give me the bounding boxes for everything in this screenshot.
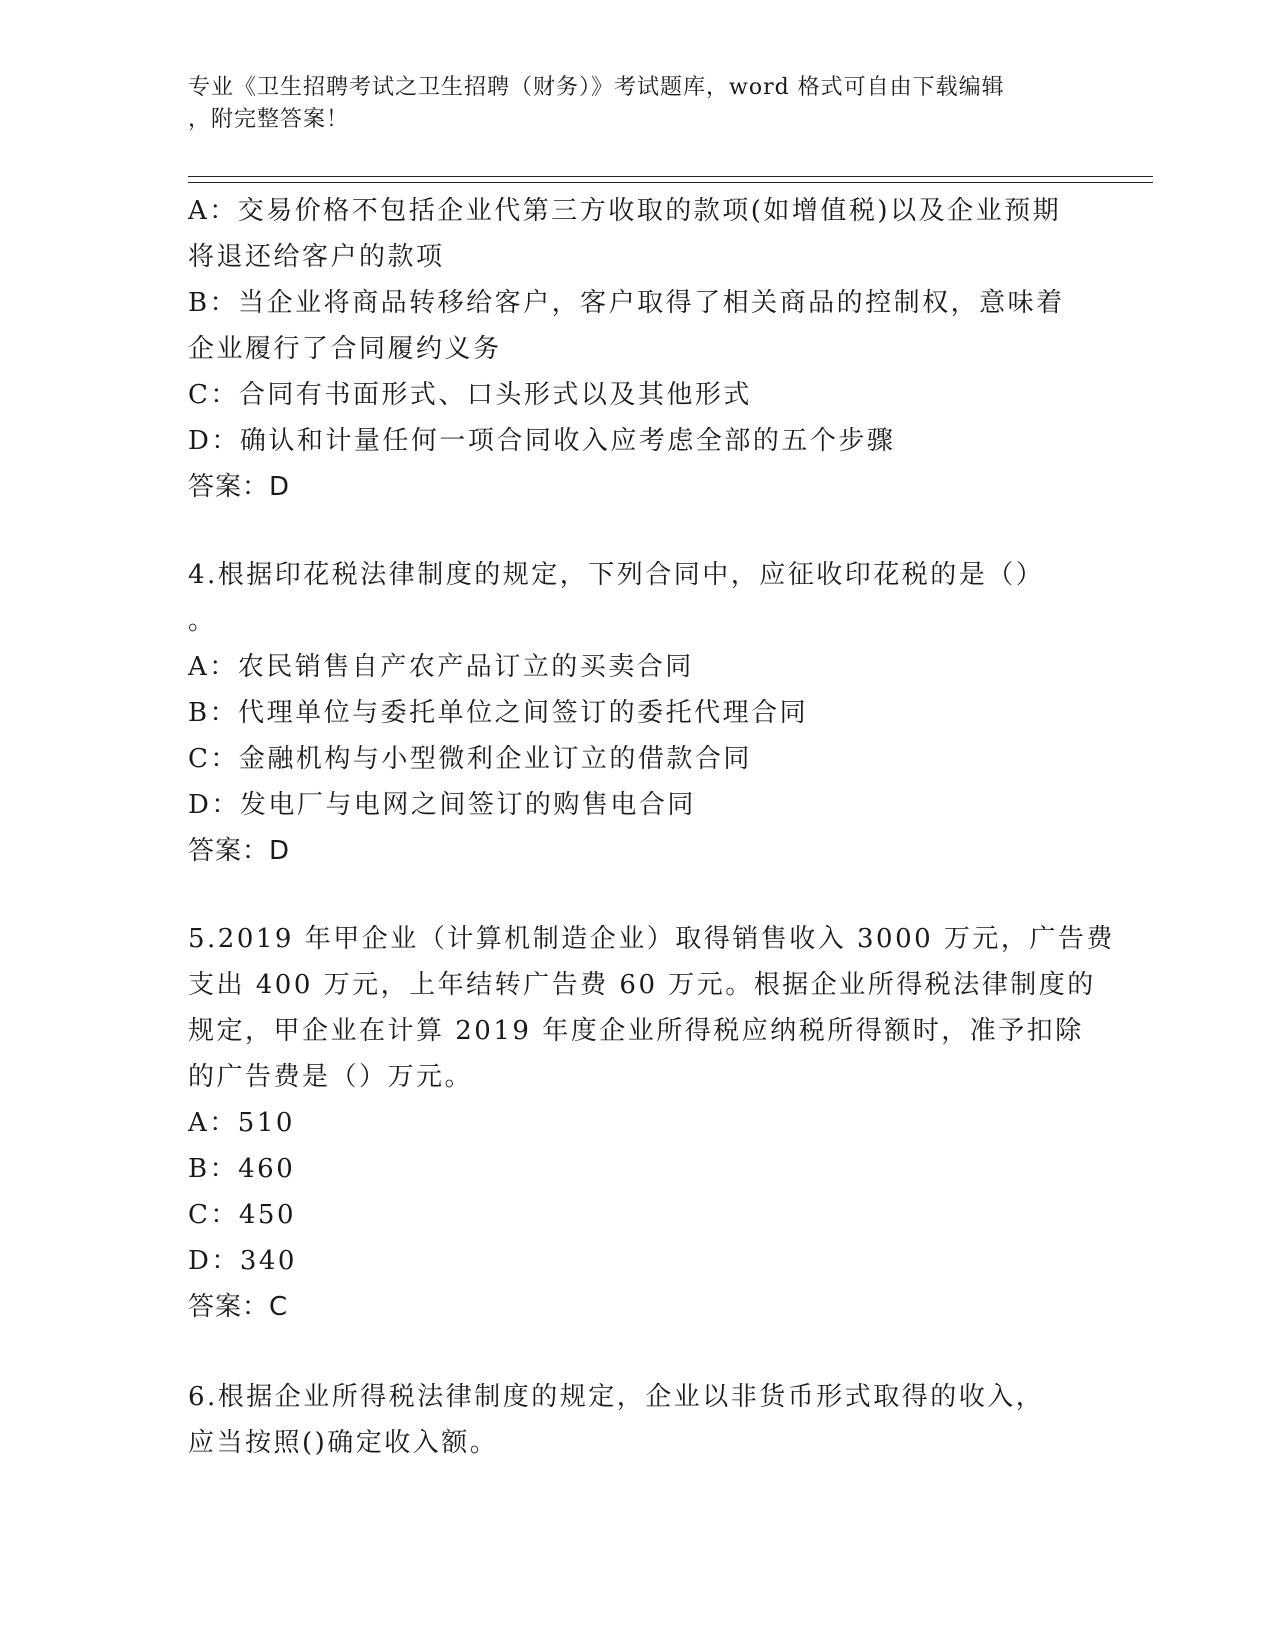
option-d: D：确认和计量任何一项合同收入应考虑全部的五个步骤 (188, 426, 896, 456)
spacer (188, 1330, 1088, 1374)
question-list (188, 188, 1115, 1466)
option-a: A：农民销售自产农产品订立的买卖合同 (188, 652, 694, 682)
question-3 (188, 188, 1088, 510)
question-6 (188, 1374, 1088, 1466)
question-stem-line-4: 的广告费是（）万元。 (188, 1062, 474, 1092)
question-stem-line-3: 规定，甲企业在计算 2019 年度企业所得税应纳税所得额时，准予扣除 (188, 1016, 1084, 1046)
answer: 答案：D (188, 836, 291, 866)
header-line-1: 专业《卫生招聘考试之卫生招聘（财务）》考试题库，word 格式可自由下载编辑 (188, 75, 1005, 100)
question-stem-line-2: 。 (188, 606, 217, 636)
answer: 答案：C (188, 1292, 289, 1322)
question-stem-line-1: 5.2019 年甲企业（计算机制造企业）取得销售收入 3000 万元，广告费 (188, 924, 1115, 954)
option-a: A：510 (188, 1108, 295, 1138)
question-stem-line-1: 4.根据印花税法律制度的规定，下列合同中，应征收印花税的是（） (188, 560, 1045, 590)
option-b-line-1: B：当企业将商品转移给客户，客户取得了相关商品的控制权，意味着 (188, 288, 1065, 318)
header-divider-top (188, 176, 1153, 177)
question-stem-line-1: 6.根据企业所得税法律制度的规定，企业以非货币形式取得的收入， (188, 1382, 1045, 1412)
question-stem-line-2: 应当按照()确定收入额。 (188, 1428, 499, 1458)
option-b: B：460 (188, 1154, 296, 1184)
spacer (188, 510, 1088, 552)
header-line-2: ，附完整答案！ (188, 107, 350, 132)
option-b-line-2: 企业履行了合同履约义务 (188, 334, 502, 364)
header-divider-bottom (188, 182, 1153, 183)
option-c: C：金融机构与小型微利企业订立的借款合同 (188, 744, 752, 774)
option-c: C：450 (188, 1200, 297, 1230)
option-b: B：代理单位与委托单位之间签订的委托代理合同 (188, 698, 809, 728)
option-a-line-1: A：交易价格不包括企业代第三方收取的款项(如增值税)以及企业预期 (188, 196, 1062, 226)
question-5 (188, 916, 1115, 1330)
option-d: D：340 (188, 1246, 297, 1276)
option-a-line-2: 将退还给客户的款项 (188, 242, 445, 272)
document-header (188, 72, 1068, 136)
spacer (188, 874, 1088, 916)
answer: 答案：D (188, 472, 291, 502)
question-stem-line-2: 支出 400 万元，上年结转广告费 60 万元。根据企业所得税法律制度的 (188, 970, 1096, 1000)
question-4 (188, 552, 1088, 874)
option-c: C：合同有书面形式、口头形式以及其他形式 (188, 380, 752, 410)
option-d: D：发电厂与电网之间签订的购售电合同 (188, 790, 696, 820)
